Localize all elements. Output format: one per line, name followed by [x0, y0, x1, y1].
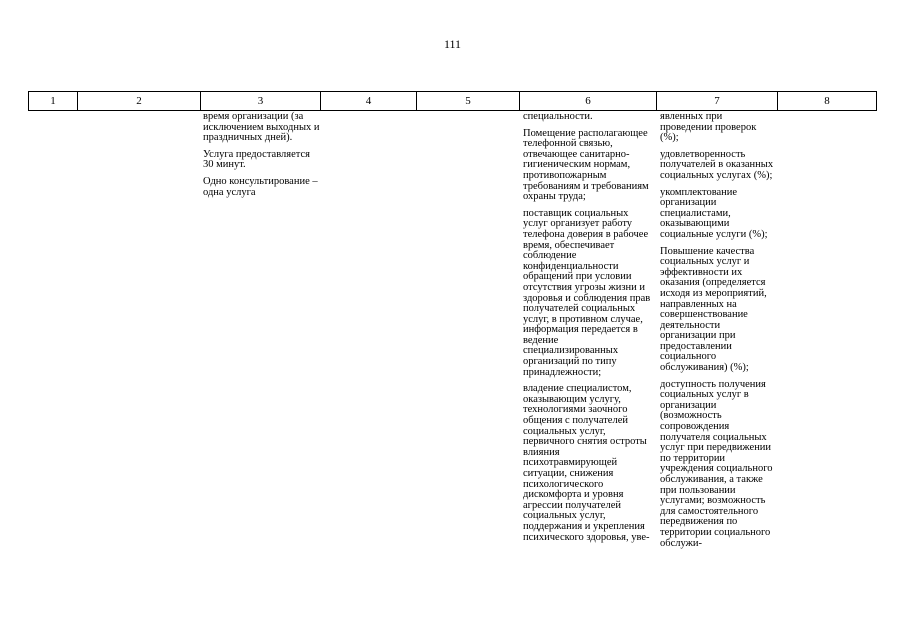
col6-paragraph: Помещение располагающее телефонной связью, отвечающее санитарно-гигиеническим нормам, противопожарным требованиям и требованиям охраны труда;: [523, 127, 649, 203]
col7-paragraph: явленных при проведении проверок (%);: [660, 111, 757, 144]
col3-paragraph: время организации (за исключением выходных и праздничных дней).: [203, 111, 320, 144]
header-col-7: 7: [657, 92, 778, 111]
header-col-6: 6: [520, 92, 657, 111]
col6-paragraph: специальности.: [523, 111, 593, 122]
page-number: 111: [443, 37, 462, 51]
header-col-1: 1: [29, 92, 78, 111]
column-6-text: [523, 112, 651, 549]
column-3-text: [203, 112, 321, 204]
header-col-4: 4: [321, 92, 417, 111]
header-col-2: 2: [78, 92, 201, 111]
col3-paragraph: Услуга предоставляется 30 минут.: [203, 148, 310, 171]
col7-paragraph: доступность получения социальных услуг в организации (возможность сопровождения получателя социальных услуг при передвижении по территории учреждения социального обслуживания, а также при пользовании услугами; возможность для самостоятельного передвижения по территории социального обслужи-: [660, 378, 773, 549]
header-col-5: 5: [417, 92, 520, 111]
header-col-3: 3: [201, 92, 321, 111]
header-col-8: 8: [778, 92, 877, 111]
col6-paragraph: поставщик социальных услуг организует работу телефона доверия в рабочее время, обеспечивает соблюдение конфиденциальности обращений при условии отсутствия угрозы жизни и здоровья и соблюдения прав получателей социальных услуг, в противном случае, информация передается в ведение специализированных организаций по типу принадлежности;: [523, 207, 651, 378]
col3-paragraph: Одно консультирование – одна услуга: [203, 175, 318, 198]
column-7-text: [660, 112, 774, 555]
col6-paragraph: владение специалистом, оказывающим услугу, технологиями заочного общения с получателей социальных услуг, первичного снятия остроты влияния психотравмирующей ситуации, снижения психологического дискомфорта и уровня агрессии получателей социальных услуг, поддержания и укрепления психического здоровья, уве-: [523, 383, 650, 543]
col7-paragraph: удовлетворенность получателей в оказанных социальных услугах (%);: [660, 148, 774, 181]
table-header: [28, 91, 877, 111]
col7-paragraph: Повышение качества социальных услуг и эффективности их оказания (определяется исходя из мероприятий, направленных на совершенствование деятельности организации при предоставлении социального обслуживания) (%);: [660, 245, 767, 374]
col7-paragraph: укомплектование организации специалистами, оказывающими социальные услуги (%);: [660, 186, 768, 240]
